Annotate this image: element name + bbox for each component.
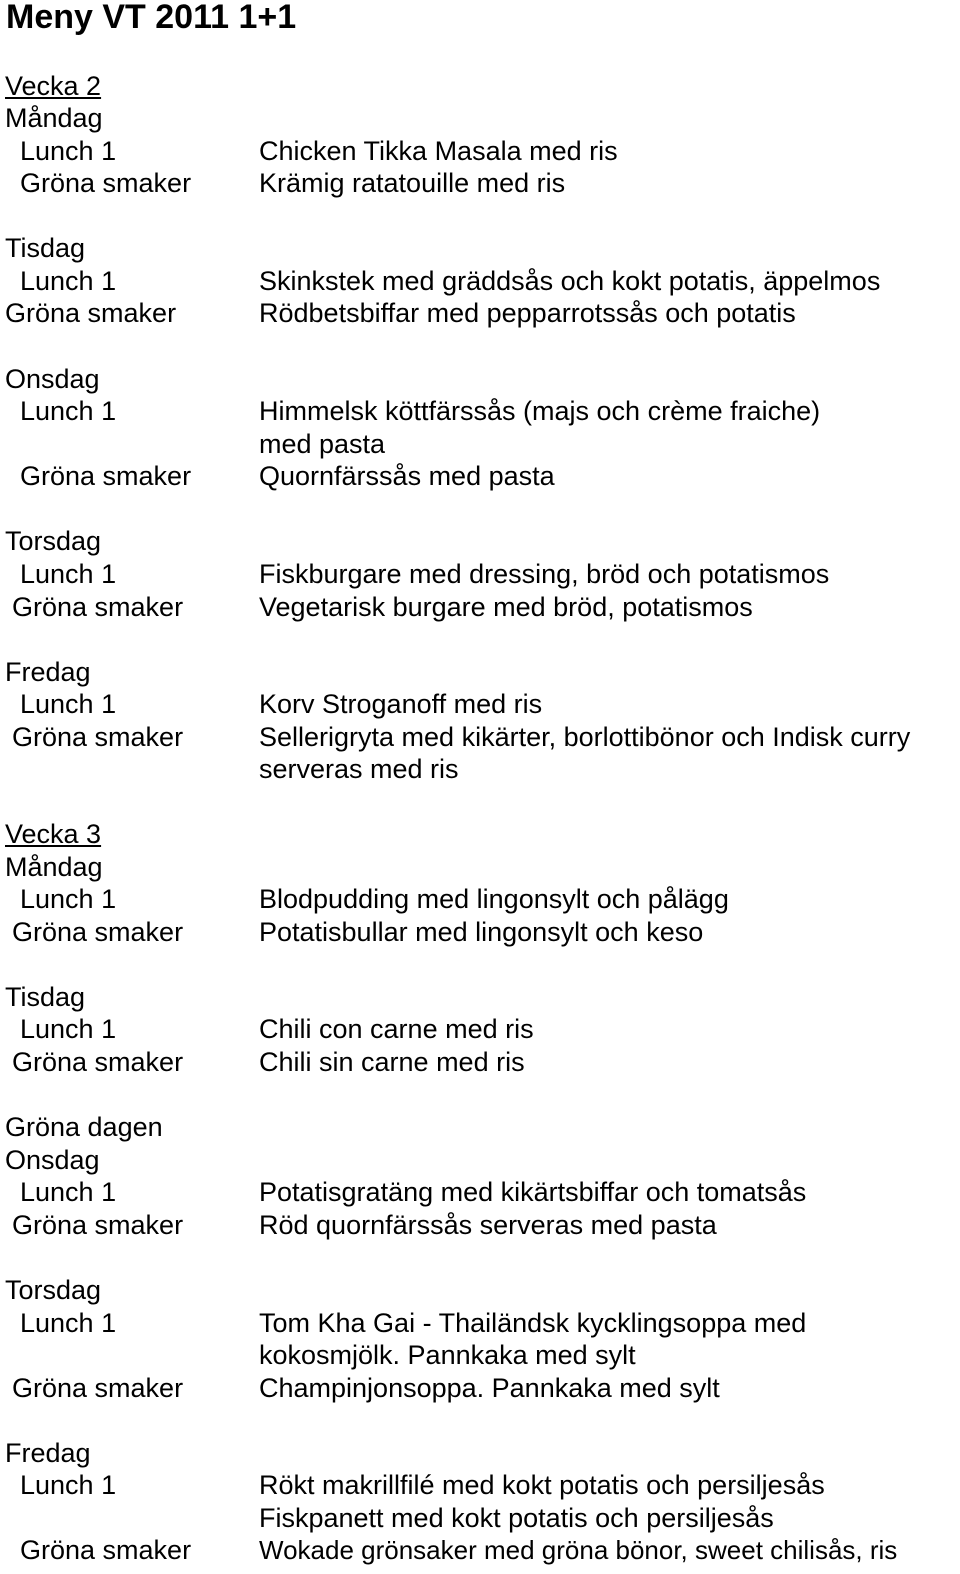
green-dish: Röd quornfärssås serveras med pasta xyxy=(259,1210,717,1240)
green-label: Gröna smaker xyxy=(5,298,177,328)
lunch-dish-cont: med pasta xyxy=(259,429,386,459)
green-dish: Champinjonsoppa. Pannkaka med sylt xyxy=(259,1373,720,1403)
green-label: Gröna smaker xyxy=(20,1535,192,1565)
lunch-label: Lunch 1 xyxy=(20,884,117,914)
lunch-dish: Blodpudding med lingonsylt och pålägg xyxy=(259,884,729,914)
lunch-label: Lunch 1 xyxy=(20,1470,117,1500)
green-dish: Rödbetsbiffar med pepparrotssås och potatis xyxy=(259,298,796,328)
lunch-dish: Rökt makrillfilé med kokt potatis och persiljesås xyxy=(259,1470,825,1500)
green-dish: Sellerigryta med kikärter, borlottibönor och Indisk curry xyxy=(259,722,911,752)
green-label: Gröna smaker xyxy=(12,722,184,752)
lunch-dish-cont: Fiskpanett med kokt potatis och persiljesås xyxy=(259,1503,774,1533)
lunch-dish: Chicken Tikka Masala med ris xyxy=(259,136,618,166)
green-dish: Potatisbullar med lingonsylt och keso xyxy=(259,917,704,947)
green-label: Gröna smaker xyxy=(12,917,184,947)
green-label: Gröna smaker xyxy=(20,168,192,198)
lunch-label: Lunch 1 xyxy=(20,689,117,719)
lunch-dish: Skinkstek med gräddsås och kokt potatis, äppelmos xyxy=(259,266,881,296)
day-heading: Tisdag xyxy=(5,233,86,263)
lunch-dish: Fiskburgare med dressing, bröd och potatismos xyxy=(259,559,830,589)
green-label: Gröna smaker xyxy=(12,1373,184,1403)
day-heading: Fredag xyxy=(5,1438,91,1468)
green-label: Gröna smaker xyxy=(12,1047,184,1077)
page-title: Meny VT 2011 1+1 xyxy=(6,0,297,36)
week-heading: Vecka 2 xyxy=(5,71,102,101)
green-dish: Krämig ratatouille med ris xyxy=(259,168,566,198)
day-heading: Torsdag xyxy=(5,526,102,556)
day-heading: Onsdag xyxy=(5,364,100,394)
lunch-label: Lunch 1 xyxy=(20,1177,117,1207)
green-dish-cont: serveras med ris xyxy=(259,754,459,784)
green-label: Gröna smaker xyxy=(12,592,184,622)
green-dish: Quornfärssås med pasta xyxy=(259,461,555,491)
lunch-label: Lunch 1 xyxy=(20,1014,117,1044)
lunch-label: Lunch 1 xyxy=(20,1308,117,1338)
green-label: Gröna smaker xyxy=(20,461,192,491)
green-label: Gröna smaker xyxy=(12,1210,184,1240)
day-heading: Måndag xyxy=(5,852,103,882)
lunch-label: Lunch 1 xyxy=(20,396,117,426)
lunch-dish: Korv Stroganoff med ris xyxy=(259,689,543,719)
day-heading: Onsdag xyxy=(5,1145,100,1175)
lunch-dish: Potatisgratäng med kikärtsbiffar och tomatsås xyxy=(259,1177,807,1207)
lunch-label: Lunch 1 xyxy=(20,266,117,296)
lunch-dish: Chili con carne med ris xyxy=(259,1014,534,1044)
lunch-label: Lunch 1 xyxy=(20,559,117,589)
lunch-dish: Himmelsk köttfärssås (majs och crème fraiche) xyxy=(259,396,821,426)
green-dish: Vegetarisk burgare med bröd, potatismos xyxy=(259,592,753,622)
green-dish: Wokade grönsaker med gröna bönor, sweet chilisås, ris xyxy=(259,1535,898,1565)
day-heading: Fredag xyxy=(5,657,91,687)
day-heading: Måndag xyxy=(5,103,103,133)
lunch-dish-cont: kokosmjölk. Pannkaka med sylt xyxy=(259,1340,636,1370)
day-heading: Tisdag xyxy=(5,982,86,1012)
green-dish: Chili sin carne med ris xyxy=(259,1047,525,1077)
lunch-label: Lunch 1 xyxy=(20,136,117,166)
day-note: Gröna dagen xyxy=(5,1112,163,1142)
week-heading: Vecka 3 xyxy=(5,819,102,849)
day-heading: Torsdag xyxy=(5,1275,102,1305)
lunch-dish: Tom Kha Gai - Thailändsk kycklingsoppa med xyxy=(259,1308,807,1338)
